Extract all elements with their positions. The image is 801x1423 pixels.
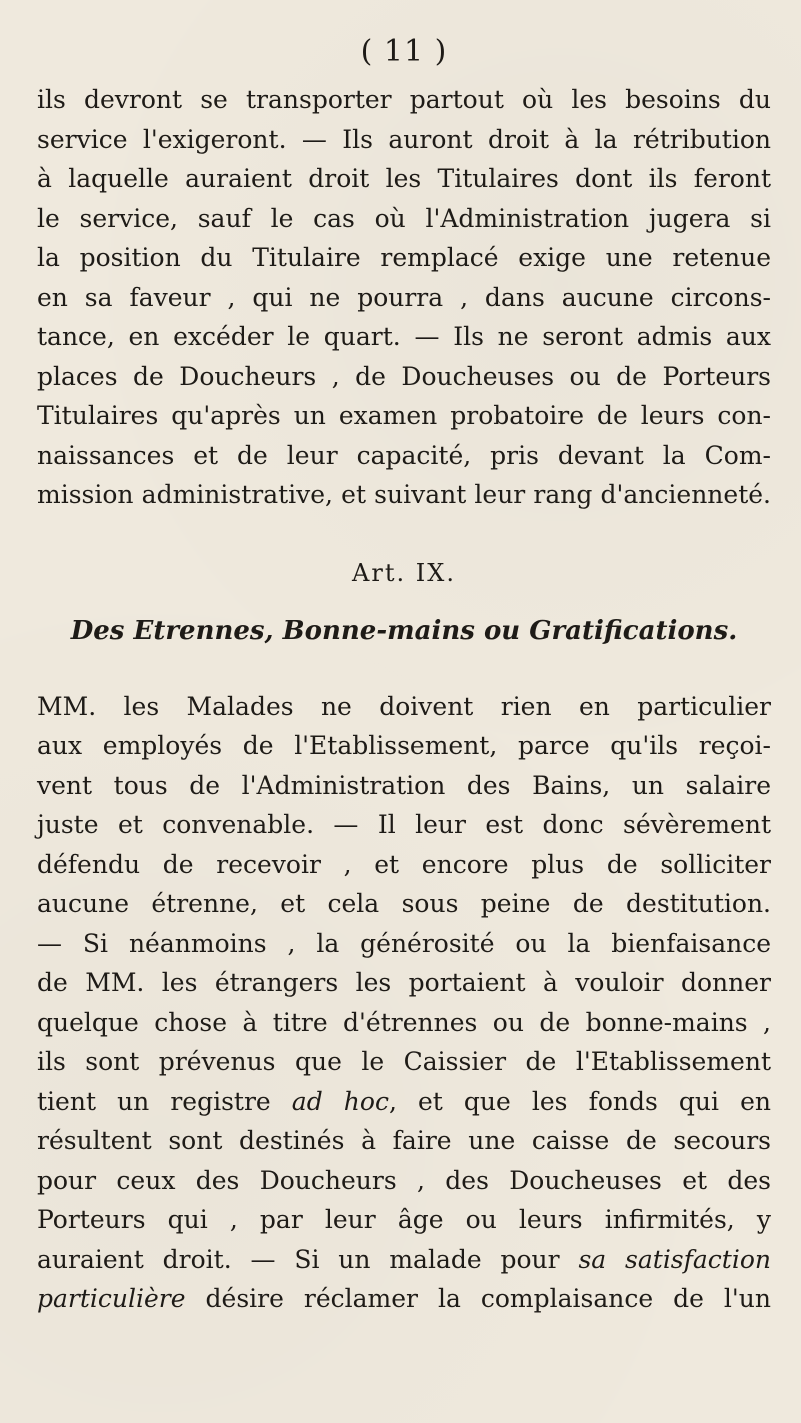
page-number-header: ( 11 ) — [360, 34, 448, 69]
text-fragment: désire réclamer la complaisance de l'un — [185, 1284, 771, 1313]
text-line: quelque chose à titre d'étrennes ou de bonne-mains , — [37, 1007, 771, 1037]
italic-fragment: ad hoc — [291, 1086, 389, 1116]
text-line: la position du Titulaire remplacé exige une retenue — [37, 243, 771, 272]
text-fragment: , et que les fonds qui en — [388, 1086, 771, 1116]
text-line: ils devront se transporter partout où les besoins du — [37, 85, 771, 114]
text-line: Porteurs qui , par leur âge ou leurs infirmités, y — [37, 1205, 771, 1234]
text-line: le service, sauf le cas où l'Administration jugera si — [37, 203, 771, 233]
text-line: à laquelle auraient droit les Titulaires dont ils feront — [37, 164, 771, 193]
text-line — [37, 1279, 771, 1319]
text-line: service l'exigeront. — Ils auront droit à la rétribution — [37, 124, 771, 154]
text-line — [37, 1240, 771, 1280]
text-line: résultent sont destinés à faire une caisse de secours — [37, 1126, 771, 1155]
text-fragment: auraient droit. — Si un malade pour — [37, 1244, 579, 1274]
article-heading: Art. IX. — [352, 558, 456, 587]
text-line: vent tous de l'Administration des Bains, un salaire — [37, 770, 771, 800]
text-line: aux employés de l'Etablissement, parce qu'ils reçoi- — [37, 731, 771, 760]
text-line: tance, en excéder le quart. — Ils ne seront admis aux — [37, 322, 771, 351]
text-line: défendu de recevoir , et encore plus de solliciter — [37, 849, 771, 879]
text-line: ils sont prévenus que le Caissier de l'Etablissement — [37, 1047, 771, 1076]
paragraph-1 — [37, 80, 771, 515]
text-line: places de Doucheurs , de Doucheuses ou de Porteurs — [37, 361, 771, 391]
text-line: juste et convenable. — Il leur est donc sévèrement — [37, 810, 771, 839]
text-line: Titulaires qu'après un examen probatoire de leurs con- — [37, 401, 771, 430]
text-line — [37, 1082, 771, 1122]
text-line: aucune étrenne, et cela sous peine de destitution. — [37, 889, 771, 918]
text-fragment: tient un registre — [37, 1086, 292, 1116]
text-line: mission administrative, et suivant leur rang d'ancienneté. — [37, 480, 771, 509]
text-line: en sa faveur , qui ne pourra , dans aucune circons- — [37, 282, 771, 312]
italic-fragment: sa satisfaction — [578, 1244, 771, 1274]
paragraph-2 — [37, 687, 771, 1319]
text-line: — Si néanmoins , la générosité ou la bienfaisance — [37, 928, 771, 958]
text-line: MM. les Malades ne doivent rien en particulier — [37, 691, 771, 721]
text-line: pour ceux des Doucheurs , des Doucheuses et des — [37, 1165, 771, 1195]
text-line: naissances et de leur capacité, pris devant la Com- — [37, 440, 771, 470]
italic-fragment: particulière — [37, 1284, 186, 1313]
article-subtitle: Des Etrennes, Bonne-mains ou Gratifications. — [70, 615, 738, 646]
text-line: de MM. les étrangers les portaient à vouloir donner — [37, 968, 771, 997]
